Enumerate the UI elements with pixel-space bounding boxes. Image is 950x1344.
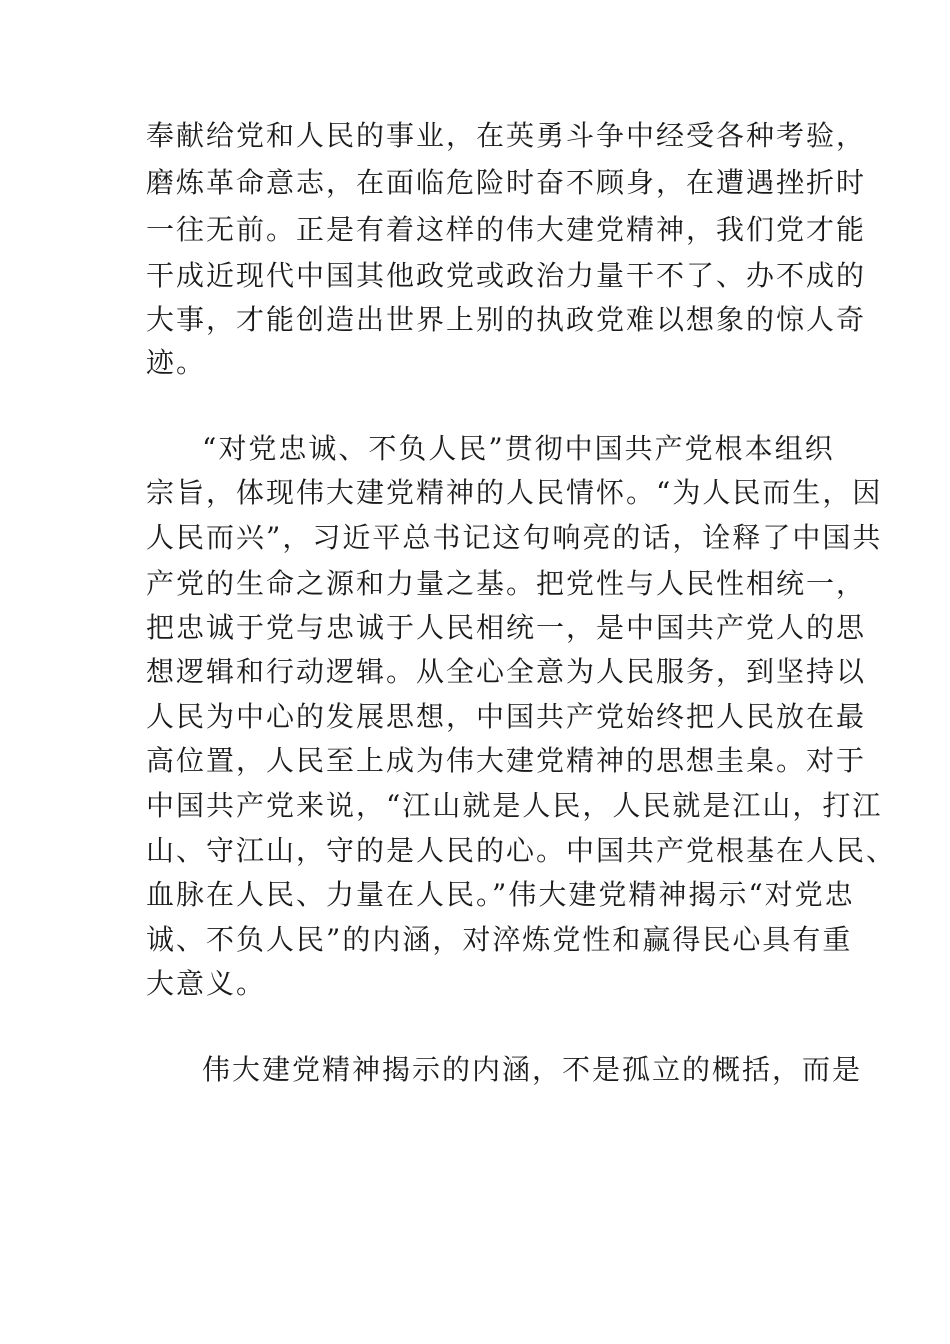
paragraph-1-line-5: 大事，才能创造出世界上别的执政党难以想象的惊人奇 bbox=[146, 303, 867, 336]
paragraph-2-line-13: 大意义。 bbox=[146, 967, 267, 1000]
paragraph-1-line-6: 迹。 bbox=[146, 346, 207, 379]
paragraph-1-line-1: 奉献给党和人民的事业，在英勇斗争中经受各种考验， bbox=[146, 119, 867, 152]
paragraph-2-line-2: 宗旨，体现伟大建党精神的人民情怀。“为人民而生，因 bbox=[146, 476, 883, 509]
paragraph-2-line-7: 人民为中心的发展思想，中国共产党始终把人民放在最 bbox=[146, 700, 867, 733]
paragraph-2-line-8: 高位置，人民至上成为伟大建党精神的思想圭臬。对于 bbox=[146, 744, 867, 777]
paragraph-1-line-3: 一往无前。正是有着这样的伟大建党精神，我们党才能 bbox=[146, 213, 867, 246]
paragraph-2-line-1: “对党忠诚、不负人民”贯彻中国共产党根本组织 bbox=[202, 432, 835, 465]
paragraph-2-line-3: 人民而兴”，习近平总书记这句响亮的话，诠释了中国共 bbox=[146, 521, 883, 554]
paragraph-2-line-4: 产党的生命之源和力量之基。把党性与人民性相统一， bbox=[146, 567, 867, 600]
paragraph-2-line-9: 中国共产党来说，“江山就是人民，人民就是江山，打江 bbox=[146, 789, 883, 822]
paragraph-2-line-11: 血脉在人民、力量在人民。”伟大建党精神揭示“对党忠 bbox=[146, 878, 855, 911]
paragraph-2-line-5: 把忠诚于党与忠诚于人民相统一，是中国共产党人的思 bbox=[146, 611, 867, 644]
paragraph-2-line-6: 想逻辑和行动逻辑。从全心全意为人民服务，到坚持以 bbox=[146, 655, 867, 688]
paragraph-1-line-4: 干成近现代中国其他政党或政治力量干不了、办不成的 bbox=[146, 259, 867, 292]
paragraph-1-line-2: 磨炼革命意志，在面临危险时奋不顾身，在遭遇挫折时 bbox=[146, 166, 867, 199]
paragraph-2-line-12: 诚、不负人民”的内涵，对淬炼党性和赢得民心具有重 bbox=[146, 923, 853, 956]
paragraph-3-line-1: 伟大建党精神揭示的内涵，不是孤立的概括，而是 bbox=[202, 1053, 863, 1086]
paragraph-2-line-10: 山、守江山，守的是人民的心。中国共产党根基在人民、 bbox=[146, 834, 897, 867]
